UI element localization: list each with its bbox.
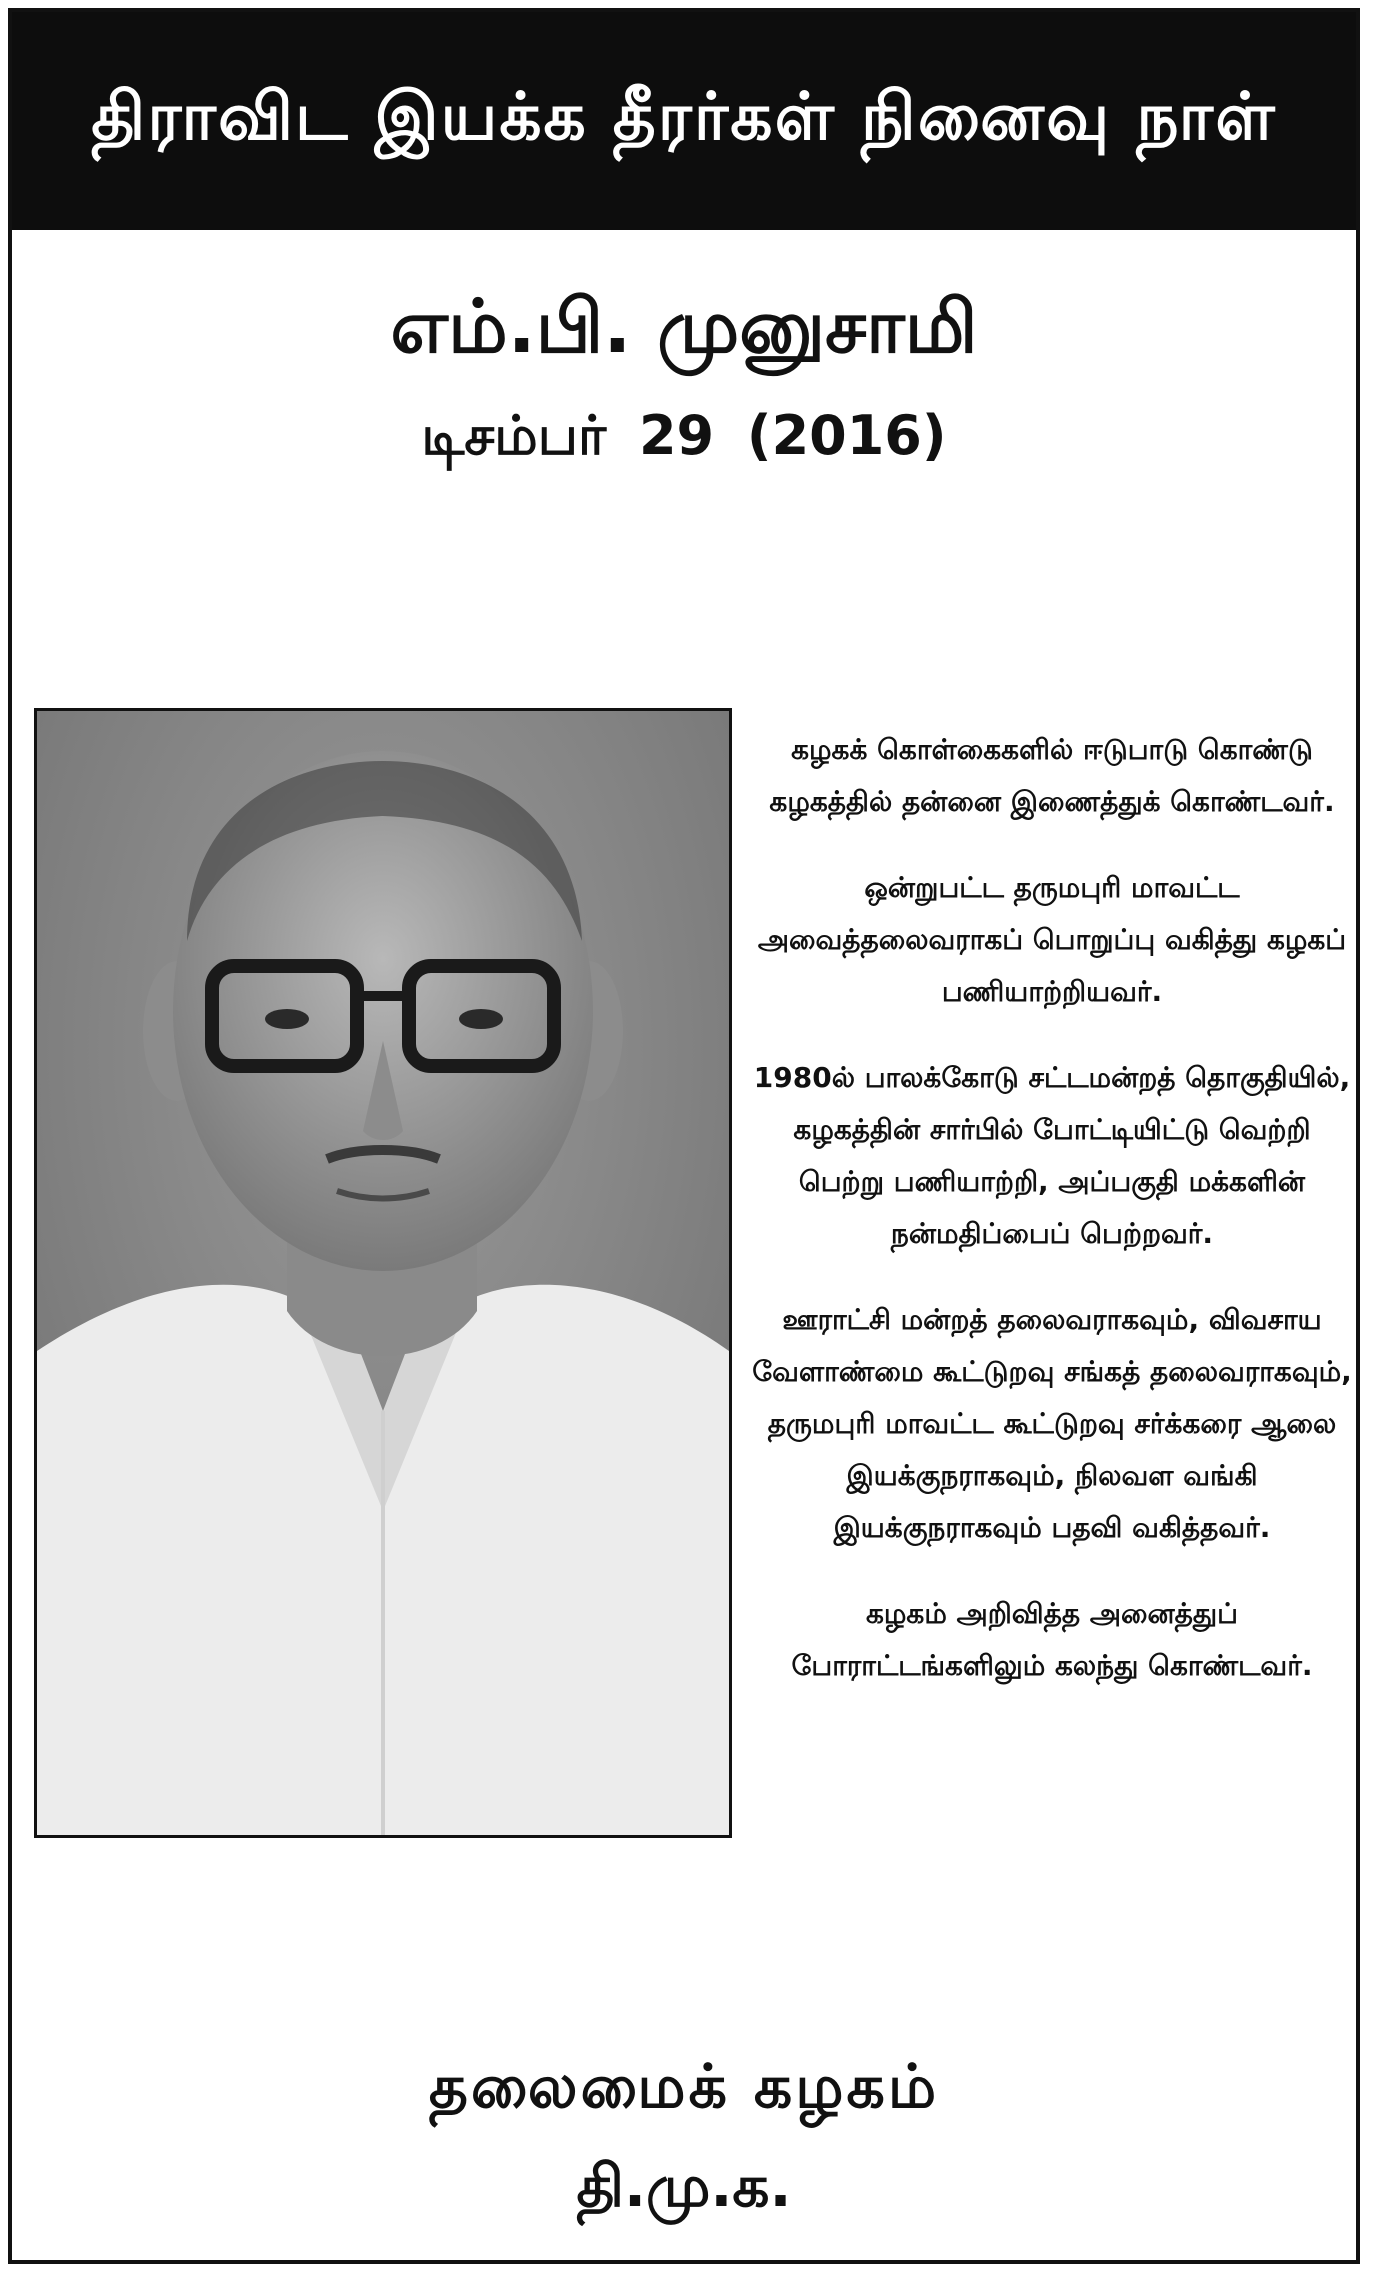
portrait-illustration: [37, 711, 729, 1835]
bio-paragraph: ஒன்றுபட்ட தருமபுரி மாவட்ட அவைத்தலைவராகப் பொறுப்பு வகித்து கழகப் பணியாற்றியவர்.: [757, 871, 1347, 1008]
footer-party: தி.மு.க.: [576, 2152, 792, 2220]
person-name: எம்.பி. முனுசாமி: [390, 284, 978, 370]
memorial-card: [8, 8, 1360, 2264]
memorial-date: டிசம்பர் 29 (2016): [421, 404, 947, 467]
header-banner: [12, 12, 1356, 230]
bio-paragraph: ஊராட்சி மன்றத் தலைவராகவும், விவசாய வேளாண்மை கூட்டுறவு சங்கத் தலைவராகவும், தருமபுரி மாவட்ட கூட்டுறவு சர்க்கரை ஆலை இயக்குநராகவும், நிலவள வங்கி இயக்குநராகவும் பதவி வகித்தவர்.: [752, 1303, 1352, 1544]
portrait-photo: [34, 708, 732, 1838]
biography: [752, 724, 1352, 1726]
footer-organization: தலைமைக் கழகம்: [428, 2052, 940, 2122]
banner-title: திராவிட இயக்க தீரர்கள் நினைவு நாள்: [91, 78, 1277, 155]
bio-paragraph: கழகம் அறிவித்த அனைத்துப் போராட்டங்களிலும் கலந்து கொண்டவர்.: [791, 1597, 1313, 1682]
bio-paragraph: கழகக் கொள்கைகளில் ஈடுபாடு கொண்டு கழகத்தில் தன்னை இணைத்துக் கொண்டவர்.: [769, 733, 1335, 818]
bio-paragraph: 1980ல் பாலக்கோடு சட்டமன்றத் தொகுதியில், கழகத்தின் சார்பில் போட்டியிட்டு வெற்றி பெற்று பணியாற்றி, அப்பகுதி மக்களின் நன்மதிப்பைப் பெற்றவர்.: [753, 1061, 1351, 1250]
